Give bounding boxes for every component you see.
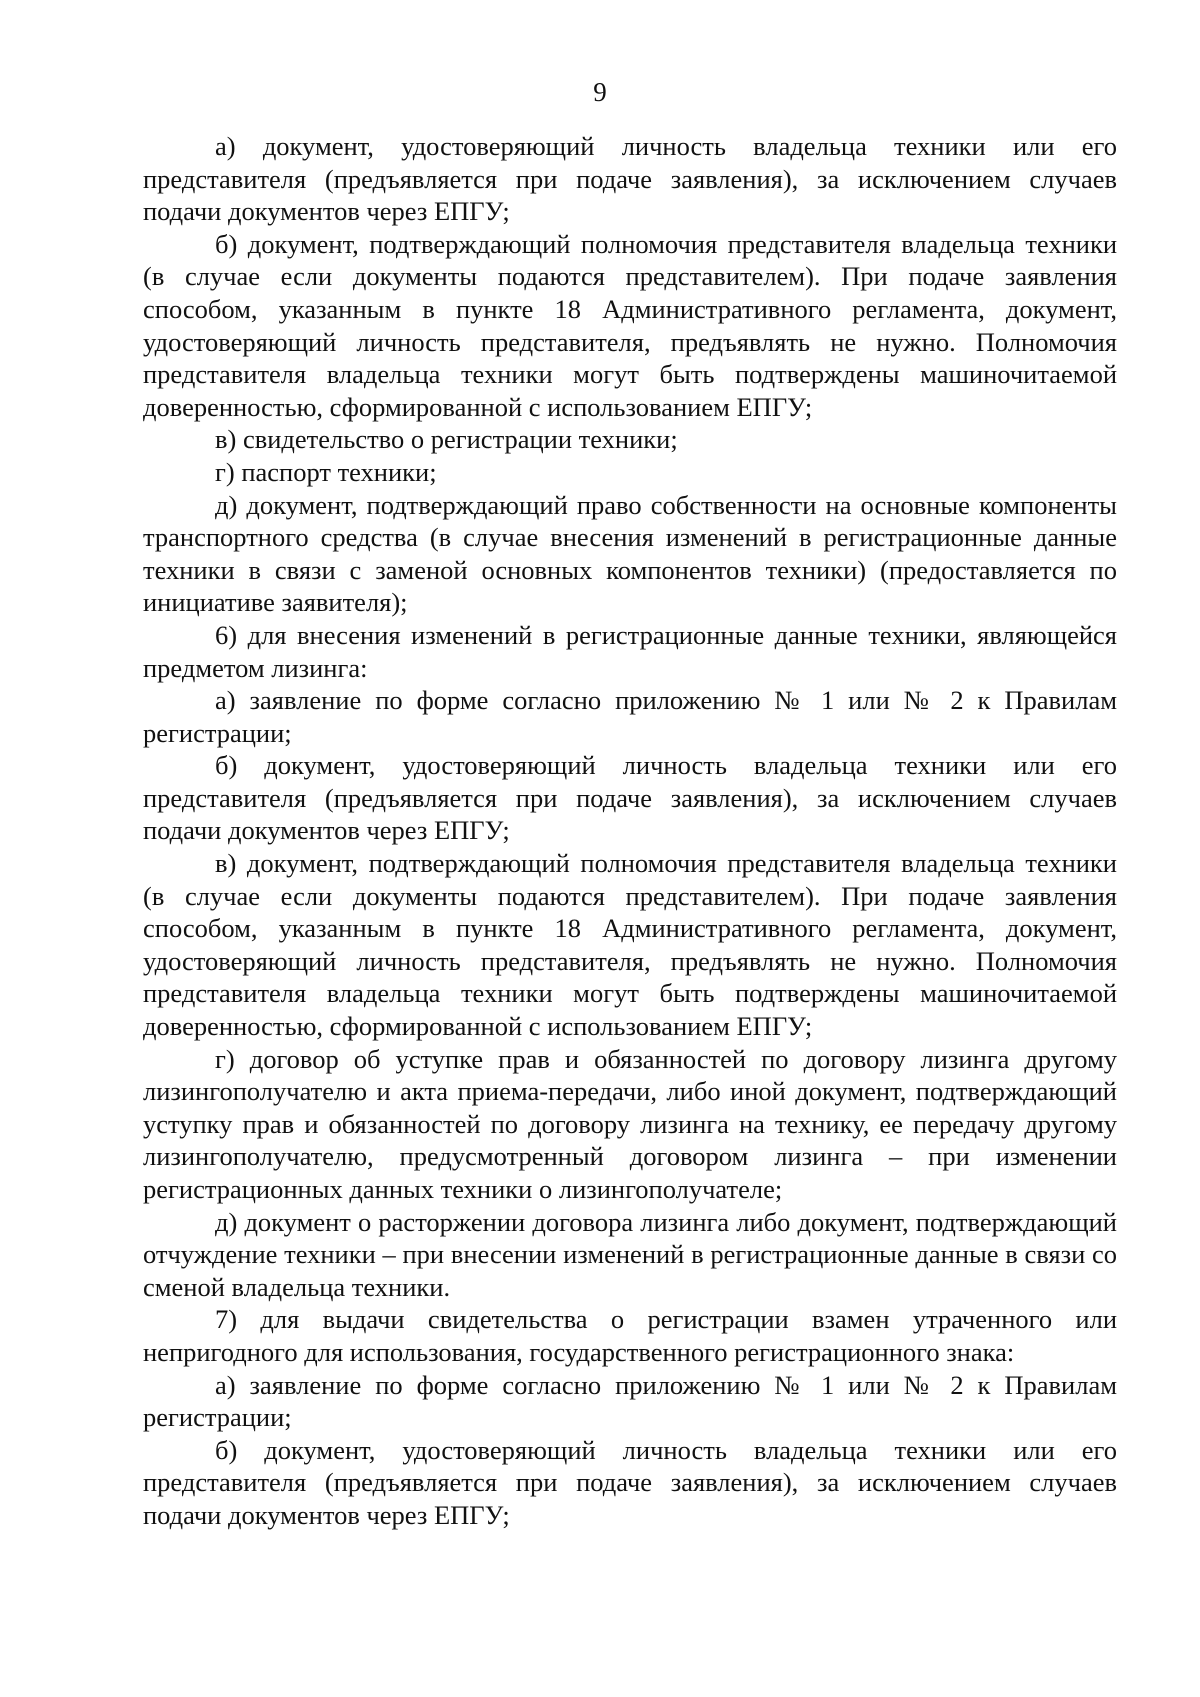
paragraph: б) документ, подтверждающий полномочия представителя владельца техники (в случае если документы подаются представителем). При подаче заявления способом, указанным в пункте 18 Административного регламента, документ, удостоверяющий личность представителя, предъявлять не нужно. Полномочия представителя владельца техники могут быть подтверждены машиночитаемой доверенностью, сформированной с использованием ЕПГУ; [143,228,1117,422]
paragraph: а) документ, удостоверяющий личность владельца техники или его представителя (предъявляется при подаче заявления), за исключением случаев подачи документов через ЕПГУ; [143,131,1117,227]
paragraph: в) свидетельство о регистрации техники; [215,424,678,455]
paragraph: 6) для внесения изменений в регистрационные данные техники, являющейся предметом лизинга: [143,619,1117,683]
paragraph: 7) для выдачи свидетельства о регистрации взамен утраченного или непригодного для использования, государственного регистрационного знака: [143,1304,1117,1367]
paragraph: д) документ о расторжении договора лизинга либо документ, подтверждающий отчуждение техники – при внесении изменений в регистрационные данные в связи со сменой владельца техники. [143,1206,1117,1302]
paragraph: а) заявление по форме согласно приложению № 1 или № 2 к Правилам регистрации; [143,1369,1117,1433]
paragraph: д) документ, подтверждающий право собственности на основные компоненты транспортного средства (в случае внесения изменений в регистрационные данные техники в связи с заменой основных компонентов техники) (предоставляется по инициативе заявителя); [143,489,1117,618]
page-number: 9 [593,77,607,107]
paragraph: г) договор об уступке прав и обязанностей по договору лизинга другому лизингополучателю и акта приема-передачи, либо иной документ, подтверждающий уступку прав и обязанностей по договору лизинга на технику, ее передачу другому лизингополучателю, предусмотренный договором лизинга – при изменении регистрационных данных техники о лизингополучателе; [143,1043,1117,1204]
paragraph: а) заявление по форме согласно приложению № 1 или № 2 к Правилам регистрации; [143,685,1117,748]
paragraph: б) документ, удостоверяющий личность владельца техники или его представителя (предъявляется при подаче заявления), за исключением случаев подачи документов через ЕПГУ; [143,1434,1117,1530]
document-body [143,130,1117,1532]
paragraph: б) документ, удостоверяющий личность владельца техники или его представителя (предъявляется при подаче заявления), за исключением случаев подачи документов через ЕПГУ; [143,750,1117,846]
paragraph: г) паспорт техники; [215,456,437,487]
paragraph: в) документ, подтверждающий полномочия представителя владельца техники (в случае если документы подаются представителем). При подаче заявления способом, указанным в пункте 18 Административного регламента, документ, удостоверяющий личность представителя, предъявлять не нужно. Полномочия представителя владельца техники могут быть подтверждены машиночитаемой доверенностью, сформированной с использованием ЕПГУ; [143,848,1117,1042]
